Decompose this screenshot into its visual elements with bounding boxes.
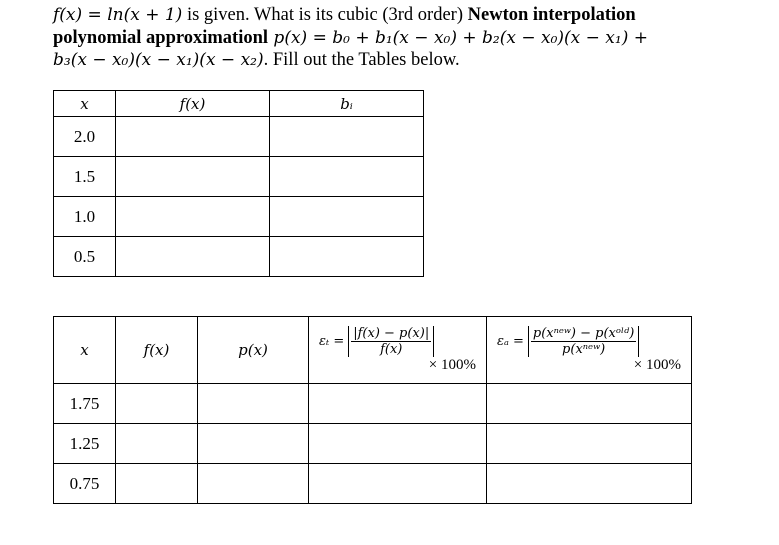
true-error-fraction [348,326,434,357]
table1-cell-x: 2.0 [54,117,116,157]
table-row [54,384,692,424]
problem-bold-1: Newton interpolation [467,5,636,25]
table2-cell-true-error[interactable] [309,464,487,504]
table1-cell-x: 1.0 [54,197,116,237]
problem-line-2 [53,27,768,50]
table-row [54,464,692,504]
table1-cell-fx[interactable] [116,117,270,157]
table1-cell-fx[interactable] [116,237,270,277]
polynomial-formula-part1: p(x) = b₀ + b₁(x − x₀) + b₂(x − x₀)(x − x₁) + [268,27,648,48]
table2-cell-px[interactable] [198,384,309,424]
table2-cell-true-error[interactable] [309,424,487,464]
true-error-denominator: f(x) [380,342,403,357]
true-error-symbol: εₜ = [319,334,345,349]
table2-cell-approx-error[interactable] [487,424,692,464]
table1-cell-bi[interactable] [270,117,424,157]
table2-header-row [54,317,692,384]
table1-header-fx: f(x) [116,91,270,117]
polynomial-formula-part2: b₃(x − x₀)(x − x₁)(x − x₂) [53,50,264,70]
table2-cell-px[interactable] [198,424,309,464]
function-definition: f(x) = ln(x + 1) [53,5,183,25]
table-row [54,237,424,277]
problem-text-1: is given. What is its cubic (3rd order) [182,5,468,25]
table1-cell-fx[interactable] [116,157,270,197]
divided-difference-table [53,90,424,277]
table1-cell-x: 0.5 [54,237,116,277]
table1-cell-bi[interactable] [270,237,424,277]
table2-cell-x: 0.75 [54,464,116,504]
approx-error-fraction [528,326,639,357]
table-row [54,157,424,197]
table2-header-px: p(x) [198,317,309,384]
table-row [54,117,424,157]
table2-cell-fx[interactable] [116,424,198,464]
table2-header-x: x [54,317,116,384]
approx-error-numerator: p(xⁿᵉʷ) − p(xᵒˡᵈ) [532,326,635,341]
approx-error-symbol: εₐ = [497,334,524,349]
true-error-numerator: |f(x) − p(x)| [353,326,430,341]
table1-header-row [54,91,424,117]
true-error-percent: × 100% [428,357,476,373]
approx-error-denominator: p(xⁿᵉʷ) [562,342,606,357]
approx-error-percent: × 100% [633,357,681,373]
problem-line-1 [53,4,768,27]
error-evaluation-table [53,316,692,504]
table2-cell-px[interactable] [198,464,309,504]
table1-cell-bi[interactable] [270,197,424,237]
table1-cell-bi[interactable] [270,157,424,197]
table-row [54,197,424,237]
table2-cell-approx-error[interactable] [487,464,692,504]
table2-cell-true-error[interactable] [309,384,487,424]
table2-header-approx-error [487,317,692,384]
table2-header-fx: f(x) [116,317,198,384]
table-row [54,424,692,464]
table2-cell-approx-error[interactable] [487,384,692,424]
table2-cell-fx[interactable] [116,384,198,424]
problem-statement [53,4,768,72]
table2-cell-fx[interactable] [116,464,198,504]
table2-cell-x: 1.75 [54,384,116,424]
table1-cell-x: 1.5 [54,157,116,197]
table2-cell-x: 1.25 [54,424,116,464]
table1-header-x: x [54,91,116,117]
problem-bold-2: polynomial approximationl [53,27,269,48]
problem-line-3 [53,49,768,72]
table1-cell-fx[interactable] [116,197,270,237]
table2-header-true-error [309,317,487,384]
problem-text-3: . Fill out the Tables below. [263,50,460,70]
table1-header-bi: bᵢ [270,91,424,117]
